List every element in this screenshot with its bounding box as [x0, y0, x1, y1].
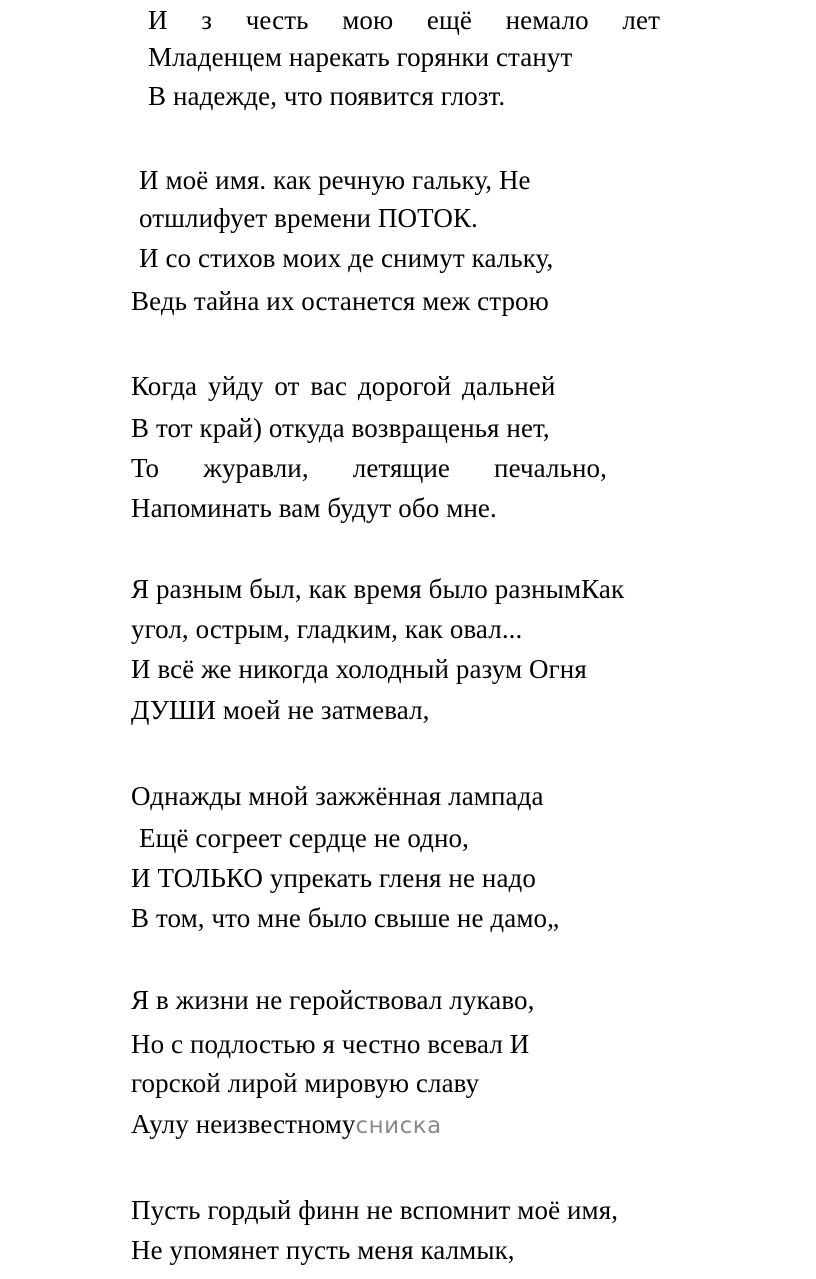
poem-line: отшлифует времени ПОТОК. — [139, 203, 478, 233]
poem-word: ещё — [426, 5, 472, 35]
poem-line — [131, 1108, 442, 1142]
poem-line: В тот край) откуда возвращенья нет, — [131, 413, 550, 443]
poem-line: Младенцем нарекать горянки станут — [148, 42, 573, 72]
poem-word: То — [131, 453, 160, 483]
poem-line-text: Аулу неизвестному — [131, 1109, 356, 1139]
poem-line: И моё имя. как речную гальку, Не — [139, 165, 531, 195]
poem-word: печально, — [494, 453, 607, 483]
poem-word: честь — [245, 5, 309, 35]
poem-line: Напоминать вам будут обо мне. — [131, 493, 497, 523]
poem-line: угол, острым, гладким, как овал... — [131, 614, 523, 644]
poem-line: Когда уйду от вас дорогой дальней — [131, 371, 556, 401]
poem-line: В том, что мне было свыше не дамо„ — [131, 903, 560, 933]
poem-line: Однажды мной зажжённая лампада — [131, 781, 544, 811]
poem-line: Не упомянет пусть меня калмык, — [131, 1235, 515, 1265]
poem-line — [131, 452, 607, 484]
poem-line: И всё же никогда холодный разум Огня — [131, 654, 587, 684]
poem-line: ДУШИ моей не затмевал, — [131, 695, 430, 725]
poem-line: И со стихов моих де снимут кальку, — [139, 243, 554, 273]
poem-line: В надежде, что появится глозт. — [148, 81, 506, 111]
poem-line: горской лирой мировую славу — [131, 1068, 480, 1098]
poem-line: Ещё согреет сердце не одно, — [139, 823, 469, 853]
poem-line: Ведь тайна их останется меж строю — [131, 286, 549, 316]
poem-word: з — [201, 5, 213, 35]
poem-line: Но с подлостью я честно всевал И — [131, 1029, 530, 1059]
overlay-stamp-text: сниска — [355, 1113, 442, 1139]
poem-word: лет — [622, 5, 660, 35]
poem-word: летящие — [352, 453, 450, 483]
poem-word: немало — [505, 5, 589, 35]
poem-word: журавли, — [203, 453, 309, 483]
poem-line: И ТОЛЬКО упрекать гленя не надо — [131, 863, 536, 893]
poem-line — [148, 4, 660, 36]
poem-word: мою — [342, 5, 394, 35]
poem-line: Я в жизни не геройствовал лукаво, — [131, 985, 535, 1015]
poem-word: И — [148, 5, 168, 35]
poem-line: Пусть гордый финн не вспомнит моё имя, — [131, 1195, 619, 1225]
poem-line: Я разным был, как время было разнымКак — [131, 574, 625, 604]
